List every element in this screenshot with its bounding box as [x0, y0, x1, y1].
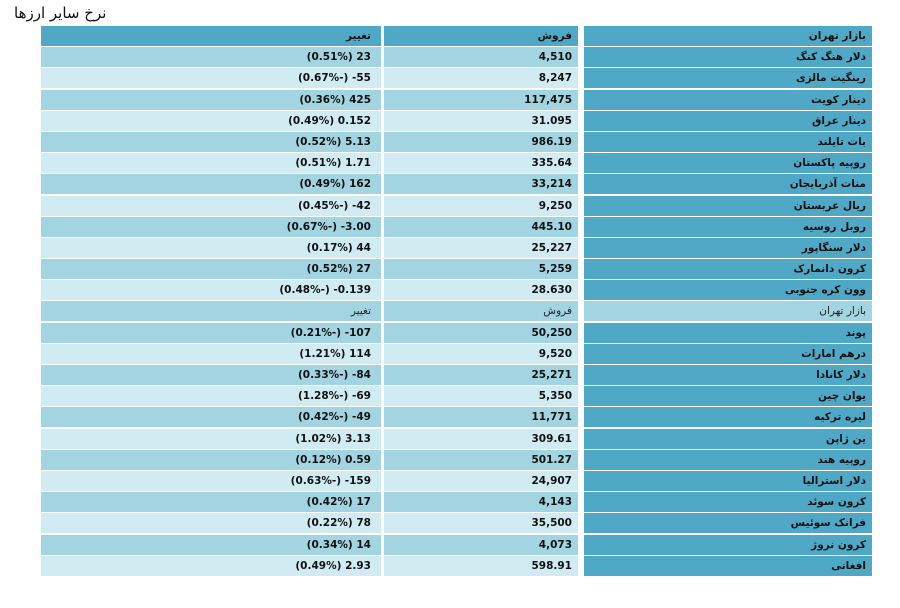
table-row	[41, 280, 872, 300]
table-subheader-row	[41, 301, 872, 321]
page-title: نرخ سایر ارزها	[14, 4, 107, 22]
header-market: بازار تهران	[584, 26, 872, 46]
subheader-market: بازار تهران	[584, 301, 872, 321]
table-row	[41, 492, 872, 512]
header-change: تغییر	[41, 26, 381, 46]
change-cell: 2.93 (0.49%)	[41, 556, 381, 576]
table-body-2	[41, 323, 872, 576]
change-cell: 78 (0.22%)	[41, 513, 381, 533]
change-cell: 425 (0.36%)	[41, 90, 381, 110]
currency-name-cell: رینگیت مالزی	[584, 68, 872, 88]
currency-name-cell: روبل روسیه	[584, 217, 872, 237]
currency-name-cell: لیره ترکیه	[584, 407, 872, 427]
table-row	[41, 90, 872, 110]
sell-cell: 9,250	[384, 196, 578, 216]
table-row	[41, 153, 872, 173]
sell-cell: 11,771	[384, 407, 578, 427]
table-row	[41, 386, 872, 406]
currency-name-cell: دلار سنگاپور	[584, 238, 872, 258]
change-cell: 159- (-0.63%)	[41, 471, 381, 491]
table-row	[41, 174, 872, 194]
sell-cell: 25,227	[384, 238, 578, 258]
sell-cell: 24,907	[384, 471, 578, 491]
sell-cell: 501.27	[384, 450, 578, 470]
table-row	[41, 238, 872, 258]
table-row	[41, 556, 872, 576]
currency-name-cell: دلار استرالیا	[584, 471, 872, 491]
sell-cell: 445.10	[384, 217, 578, 237]
change-cell: 84- (-0.33%)	[41, 365, 381, 385]
sell-cell: 25,271	[384, 365, 578, 385]
table-row	[41, 111, 872, 131]
sell-cell: 50,250	[384, 323, 578, 343]
table-body-1	[41, 47, 872, 300]
currency-name-cell: وون کره جنوبی	[584, 280, 872, 300]
subheader-change: تغییر	[41, 301, 381, 321]
table-row	[41, 344, 872, 364]
table-header-row	[41, 26, 872, 46]
table-row	[41, 535, 872, 555]
table-row	[41, 365, 872, 385]
currency-name-cell: درهم امارات	[584, 344, 872, 364]
currency-name-cell: بات تایلند	[584, 132, 872, 152]
table-row	[41, 429, 872, 449]
change-cell: 23 (0.51%)	[41, 47, 381, 67]
currency-name-cell: پوند	[584, 323, 872, 343]
currency-name-cell: ین ژاپن	[584, 429, 872, 449]
change-cell: 49- (-0.42%)	[41, 407, 381, 427]
sell-cell: 33,214	[384, 174, 578, 194]
change-cell: 1.71 (0.51%)	[41, 153, 381, 173]
currency-name-cell: دلار هنگ کنگ	[584, 47, 872, 67]
sell-cell: 4,073	[384, 535, 578, 555]
currency-table	[41, 26, 872, 577]
sell-cell: 4,510	[384, 47, 578, 67]
change-cell: 107- (-0.21%)	[41, 323, 381, 343]
sell-cell: 598.91	[384, 556, 578, 576]
table-row	[41, 513, 872, 533]
change-cell: 0.152 (0.49%)	[41, 111, 381, 131]
table-row	[41, 68, 872, 88]
sell-cell: 5,259	[384, 259, 578, 279]
currency-name-cell: افغانی	[584, 556, 872, 576]
sell-cell: 28.630	[384, 280, 578, 300]
currency-name-cell: روپیه پاکستان	[584, 153, 872, 173]
change-cell: 14 (0.34%)	[41, 535, 381, 555]
sell-cell: 117,475	[384, 90, 578, 110]
table-row	[41, 471, 872, 491]
currency-name-cell: ریال عربستان	[584, 196, 872, 216]
header-sell: فروش	[384, 26, 578, 46]
change-cell: 44 (0.17%)	[41, 238, 381, 258]
currency-name-cell: دینار عراق	[584, 111, 872, 131]
change-cell: 17 (0.42%)	[41, 492, 381, 512]
sell-cell: 31.095	[384, 111, 578, 131]
currency-name-cell: کرون سوئد	[584, 492, 872, 512]
table-row	[41, 259, 872, 279]
sell-cell: 5,350	[384, 386, 578, 406]
sell-cell: 9,520	[384, 344, 578, 364]
sell-cell: 35,500	[384, 513, 578, 533]
currency-name-cell: دلار کانادا	[584, 365, 872, 385]
sell-cell: 4,143	[384, 492, 578, 512]
table-row	[41, 47, 872, 67]
table-row	[41, 407, 872, 427]
currency-name-cell: کرون دانمارک	[584, 259, 872, 279]
sell-cell: 8,247	[384, 68, 578, 88]
table-row	[41, 196, 872, 216]
change-cell: 55- (-0.67%)	[41, 68, 381, 88]
change-cell: 0.59 (0.12%)	[41, 450, 381, 470]
table-row	[41, 323, 872, 343]
change-cell: 114 (1.21%)	[41, 344, 381, 364]
sell-cell: 309.61	[384, 429, 578, 449]
currency-name-cell: روپیه هند	[584, 450, 872, 470]
sell-cell: 986.19	[384, 132, 578, 152]
currency-name-cell: فرانک سوئیس	[584, 513, 872, 533]
change-cell: 42- (-0.45%)	[41, 196, 381, 216]
currency-name-cell: یوان چین	[584, 386, 872, 406]
change-cell: 27 (0.52%)	[41, 259, 381, 279]
table-row	[41, 217, 872, 237]
change-cell: 69- (-1.28%)	[41, 386, 381, 406]
table-row	[41, 450, 872, 470]
change-cell: 0.139- (-0.48%)	[41, 280, 381, 300]
subheader-sell: فروش	[384, 301, 578, 321]
change-cell: 162 (0.49%)	[41, 174, 381, 194]
sell-cell: 335.64	[384, 153, 578, 173]
currency-name-cell: کرون نروژ	[584, 535, 872, 555]
change-cell: 3.13 (1.02%)	[41, 429, 381, 449]
currency-name-cell: دینار کویت	[584, 90, 872, 110]
table-row	[41, 132, 872, 152]
currency-name-cell: منات آذربایجان	[584, 174, 872, 194]
change-cell: 5.13 (0.52%)	[41, 132, 381, 152]
change-cell: 3.00- (-0.67%)	[41, 217, 381, 237]
